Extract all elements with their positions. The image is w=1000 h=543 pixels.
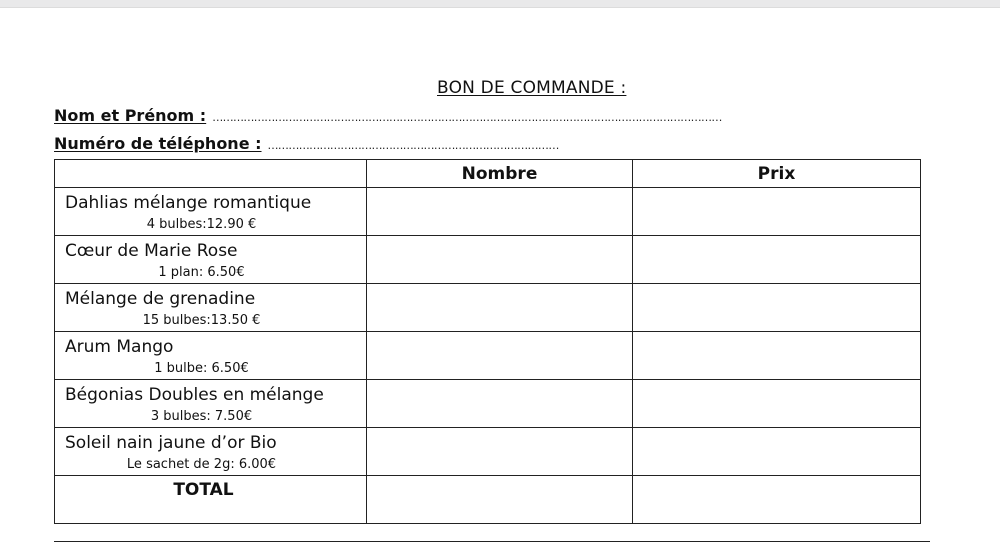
header-prix: Prix <box>633 160 921 188</box>
table-row <box>55 428 921 476</box>
product-cell <box>55 236 367 284</box>
product-cell <box>55 428 367 476</box>
total-quantity-cell[interactable] <box>367 476 633 524</box>
table-row <box>55 284 921 332</box>
product-name: Arum Mango <box>65 337 174 357</box>
header-product <box>55 160 367 188</box>
product-name: Bégonias Doubles en mélange <box>65 385 324 405</box>
table-row <box>55 188 921 236</box>
header-nombre: Nombre <box>367 160 633 188</box>
product-name: Cœur de Marie Rose <box>65 241 238 261</box>
name-fill-line[interactable]: ………………………………………………………………………………………………………………………………… <box>212 111 722 124</box>
product-price: 1 bulbe: 6.50€ <box>154 361 249 376</box>
name-field <box>54 106 722 125</box>
product-price: 15 bulbes:13.50 € <box>142 313 261 328</box>
price-cell[interactable] <box>633 236 921 284</box>
price-cell[interactable] <box>633 188 921 236</box>
phone-fill-line[interactable]: ………………………………………………………………………… <box>267 139 559 152</box>
quantity-cell[interactable] <box>367 236 633 284</box>
viewer-top-strip <box>0 0 1000 8</box>
product-cell <box>55 284 367 332</box>
product-cell <box>55 332 367 380</box>
product-name: Mélange de grenadine <box>65 289 256 309</box>
price-cell[interactable] <box>633 380 921 428</box>
quantity-cell[interactable] <box>367 332 633 380</box>
quantity-cell[interactable] <box>367 380 633 428</box>
table-row <box>55 236 921 284</box>
total-price-cell[interactable] <box>633 476 921 524</box>
phone-field <box>54 134 559 153</box>
table-header-row <box>55 160 921 188</box>
product-name: Soleil nain jaune d’or Bio <box>65 433 277 453</box>
product-cell <box>55 380 367 428</box>
quantity-cell[interactable] <box>367 188 633 236</box>
product-price: 3 bulbes: 7.50€ <box>150 409 253 424</box>
order-table <box>54 159 921 524</box>
product-cell <box>55 188 367 236</box>
form-title: BON DE COMMANDE : <box>437 78 627 98</box>
product-price: 1 plan: 6.50€ <box>158 265 245 280</box>
table-row <box>55 332 921 380</box>
total-row <box>55 476 921 524</box>
total-label: TOTAL <box>173 480 234 500</box>
name-label: Nom et Prénom : <box>54 106 207 125</box>
table-row <box>55 380 921 428</box>
product-price: Le sachet de 2g: 6.00€ <box>126 457 277 472</box>
product-price: 4 bulbes:12.90 € <box>146 217 257 232</box>
product-name: Dahlias mélange romantique <box>65 193 312 213</box>
quantity-cell[interactable] <box>367 284 633 332</box>
quantity-cell[interactable] <box>367 428 633 476</box>
bottom-divider <box>54 541 930 542</box>
price-cell[interactable] <box>633 284 921 332</box>
phone-label: Numéro de téléphone : <box>54 134 262 153</box>
price-cell[interactable] <box>633 332 921 380</box>
price-cell[interactable] <box>633 428 921 476</box>
total-label-cell <box>55 476 367 524</box>
